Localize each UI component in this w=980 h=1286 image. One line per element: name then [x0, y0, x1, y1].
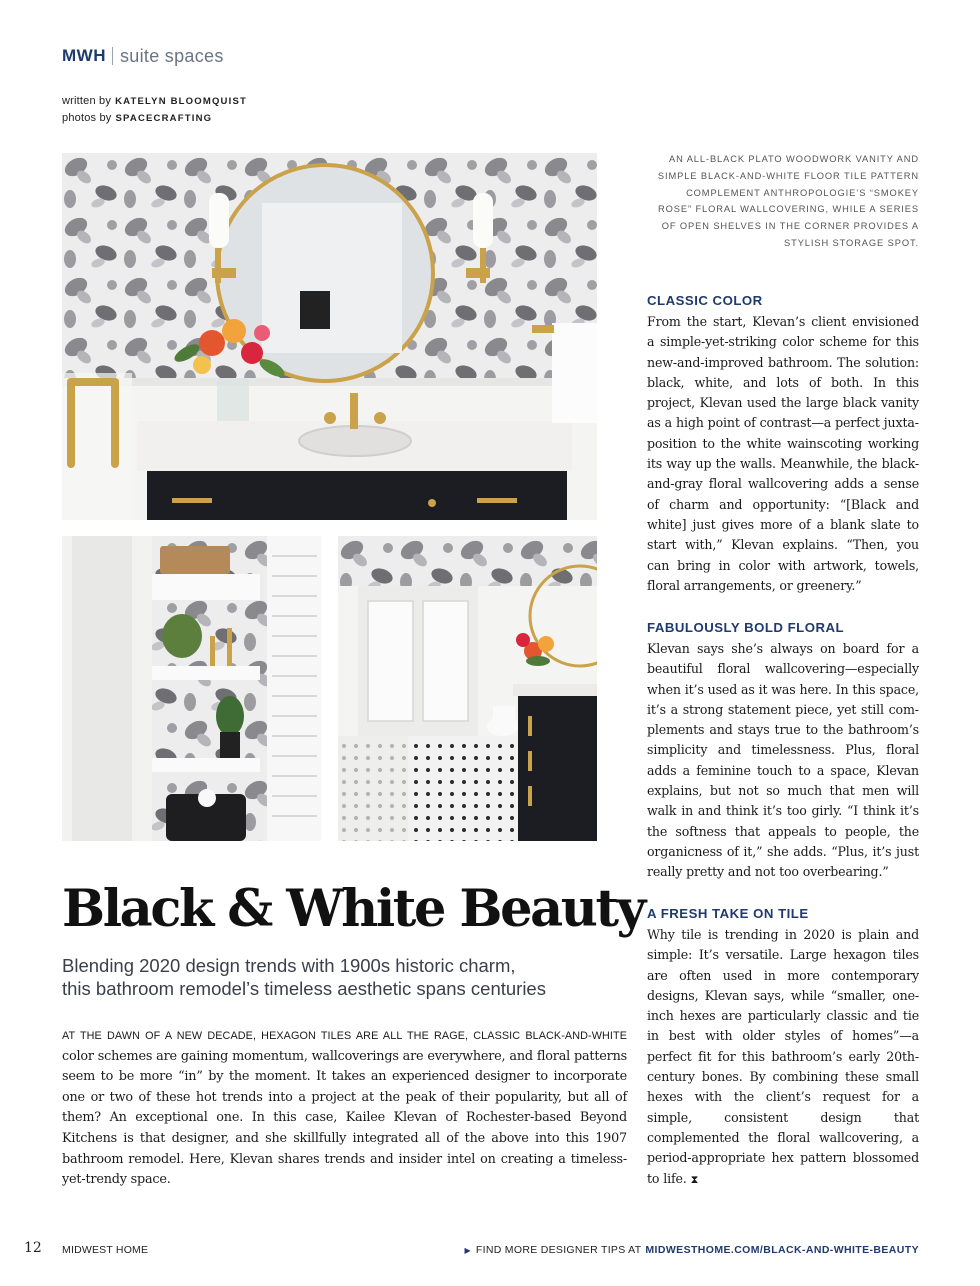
- section-body-wrap: [647, 925, 919, 1190]
- section-body: Why tile is trending in 2020 is plain and simple: It’s versatile. Large hexagon tiles are often used in more contemporary designs, Klevan says, while “smaller, one-inch hexes are particularly classic and tie in best with older styles of homes”—a perfect fit for this bathroom’s early 20th-century bones. By combining these small hexes with the client’s request for a simple, consistent design that complemented the floral wallcovering, a period-appropriate hex pattern blossomed to life.: [647, 927, 919, 1186]
- promo-link[interactable]: MIDWESTHOME.COM/BLACK-AND-WHITE-BEAUTY: [645, 1244, 919, 1256]
- page-number: 12: [24, 1240, 42, 1256]
- writer-credit: [62, 93, 247, 110]
- section-heading: CLASSIC COLOR: [647, 293, 763, 308]
- section-fresh-tile: [647, 905, 919, 1190]
- bathroom-overview-photo: [338, 536, 597, 841]
- section-heading: A FRESH TAKE ON TILE: [647, 906, 809, 921]
- section-body: Klevan says she’s always on board for a beautiful floral wallcovering—especially when it’s used as it was here. In this space, it’s a strong statement piece, yet still complements and stays true to the bathroom’s simplicity and timelessness. Plus, floral adds a feminine touch to a space, Klevan explains, but not so much that men will walk in and think it’s too girly. “I think it’s the softness that appeals to people, the organicness of it,” she adds. “Plus, it’s just really pretty and not too overbearing.”: [647, 641, 919, 880]
- magazine-logo: MWH: [62, 46, 106, 65]
- open-shelves-photo: [62, 536, 321, 841]
- magazine-end-icon: ⧗: [690, 1172, 699, 1186]
- photographer-credit: [62, 110, 247, 127]
- section-name: suite spaces: [119, 45, 224, 66]
- photo-caption: AN ALL-BLACK PLATO WOODWORK VANITY AND SIMPLE BLACK-AND-WHITE FLOOR TILE PATTERN COMPLEMENT ANTHROPOLOGIE’S “SMOKEY ROSE” FLORAL WALLCOVERING, WHILE A SERIES OF OPEN SHELVES IN THE CORNER PROVIDES A STYLISH STORAGE SPOT.: [657, 154, 919, 248]
- section-bold-floral: [647, 619, 919, 883]
- subtitle-line: Blending 2020 design trends with 1900s historic charm,: [62, 955, 516, 976]
- promo-text: FIND MORE DESIGNER TIPS AT: [475, 1244, 642, 1256]
- section-body: From the start, Klevan’s client envisioned a simple-yet-striking color scheme for this new-and-improved bathroom. The solution: black, white, and lots of both. In this project, Klevan used the large black vanity as a high point of contrast—a perfect juxtaposition to the white wainscoting working its way up the walls. Meanwhile, the black-and-gray floral wallcovering adds a sense of charm and opportunity: “[Black and white] just gives more of a blank slate to start with,” Klevan explains. “Then, you can bring in color with artwork, towels, floral arrangements, or greenery.”: [647, 314, 919, 593]
- subtitle-line: this bathroom remodel’s timeless aesthetic spans centuries: [62, 978, 546, 999]
- photographer-name: SPACECRAFTING: [115, 113, 213, 124]
- page-footer: [0, 1240, 980, 1260]
- written-by-label: written by: [62, 95, 112, 107]
- article-title: Black & White Beauty: [62, 879, 644, 939]
- publication-name: MIDWEST HOME: [62, 1244, 149, 1256]
- intro-body: color schemes are gaining momentum, wallcoverings are everywhere, and floral patterns seem to be more “in” by the moment. It takes an experienced designer to incorporate one or two of these hot trends into a project at the peak of their popularity, but all of them? An exceptional one. In this case, Kailee Klevan of Rochester-based Beyond Kitchens is that designer, and she skillfully integrated all of the above into this 1907 bathroom remodel. Here, Klevan shares trends and insider intel on creating a timeless-yet-trendy space.: [62, 1048, 627, 1188]
- header-divider: [112, 47, 113, 65]
- intro-lead: AT THE DAWN OF A NEW DECADE, HEXAGON TILES ARE ALL THE RAGE, CLASSIC BLACK-AND-WHITE: [62, 1030, 627, 1042]
- vanity-photo: [62, 153, 597, 520]
- article-credits: [62, 93, 247, 127]
- article-subtitle: [62, 954, 632, 1000]
- page-header: [62, 44, 224, 68]
- section-heading: FABULOUSLY BOLD FLORAL: [647, 620, 845, 635]
- article-intro: [62, 1026, 627, 1191]
- section-classic-color: [647, 292, 919, 596]
- triangle-right-icon: ▶: [464, 1245, 471, 1255]
- footer-promo: [464, 1244, 919, 1256]
- photos-by-label: photos by: [62, 112, 112, 124]
- writer-name: KATELYN BLOOMQUIST: [115, 96, 247, 107]
